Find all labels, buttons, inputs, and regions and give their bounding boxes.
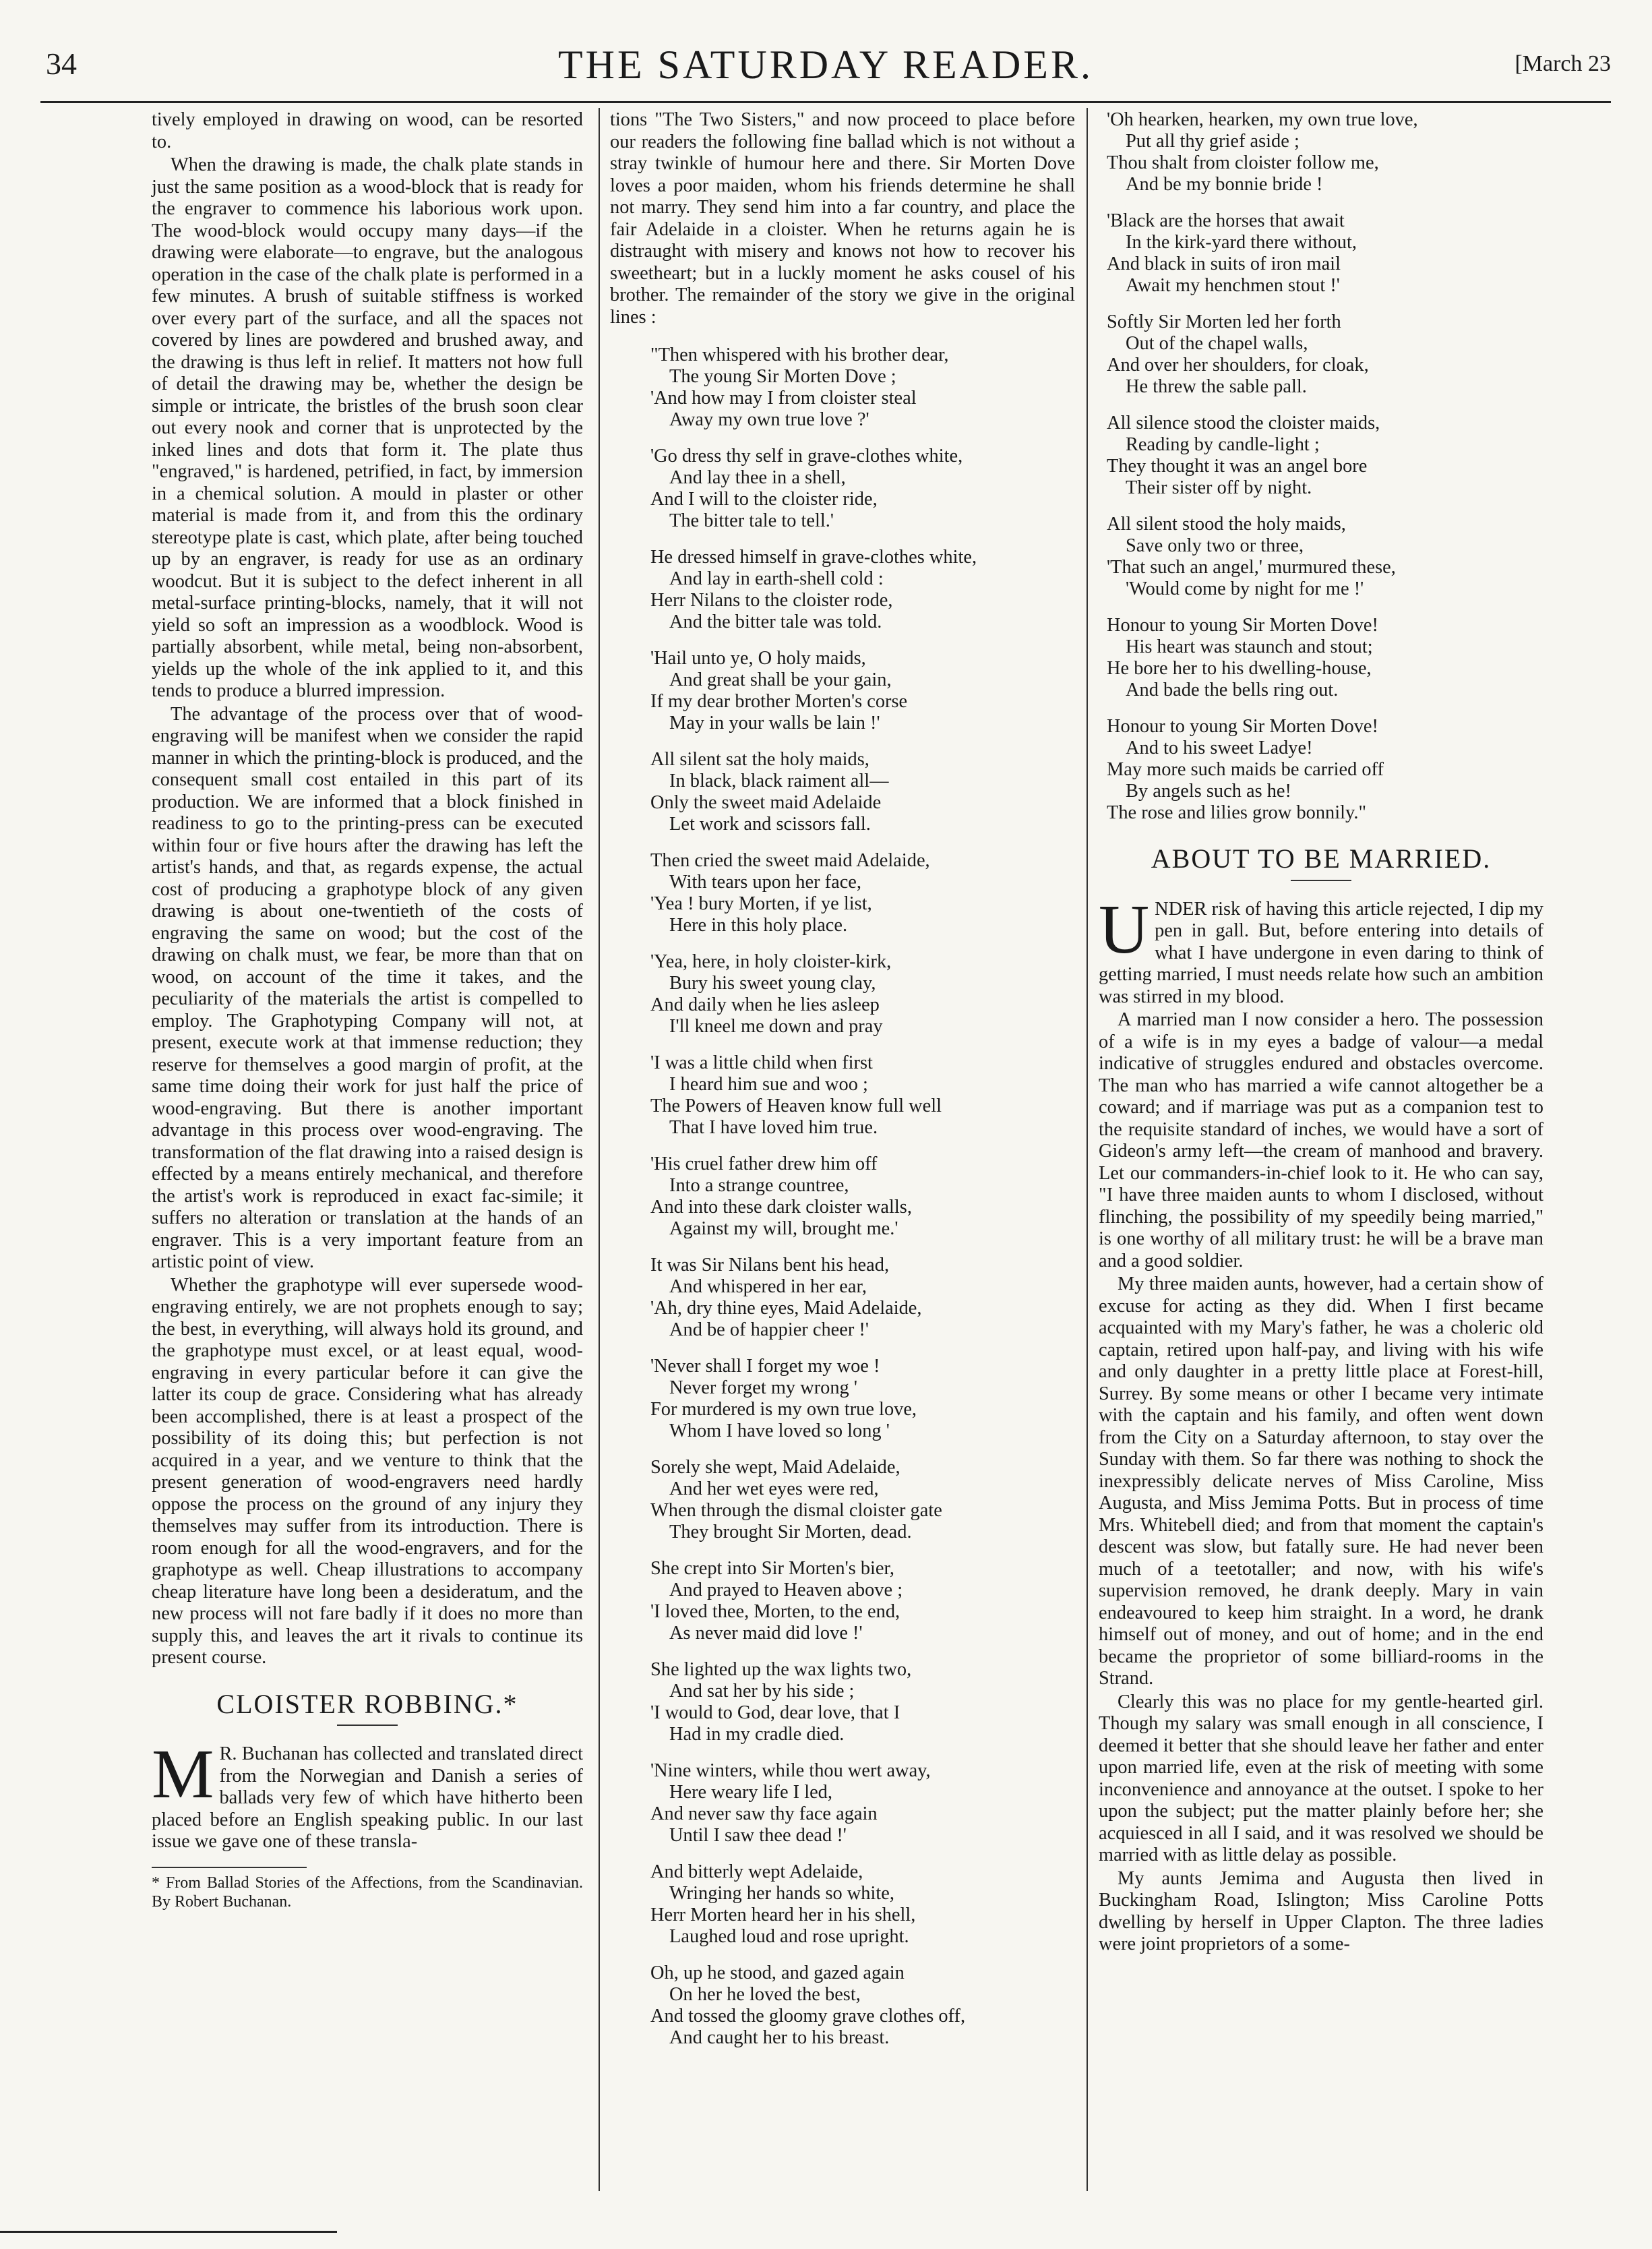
paragraph: Whether the graphotype will ever supersede wood-engraving entirely, we are not prophets enough to say; the best, in everything, will always hold its ground, and the graphotype must excel, or at least equal, wood-engraving in every particular before it can give the latter its coup de grace. Considering what has already been accomplished, there is at least a prospect of the possibility of its doing this; but perfection is not acquired in a year, and we venture to think that the present generation of wood-engravers need hardly oppose the process on the ground of any injury they themselves may suffer from its introduction. There is room enough for all the wood-engravers, and for the graphotype as well. Cheap illustrations to accompany cheap literature have long been a desideratum, and the new process will not fare badly if it does no more than supply this, and leaves the art it rivals to continue its present course.: [152, 1274, 583, 1668]
stanza: [650, 749, 1075, 835]
verse-line: 'Never shall I forget my woe !: [650, 1356, 880, 1377]
cloister-intro-text: R. Buchanan has collected and translated direct from the Norwegian and Danish a series of ballads very few of which have hitherto been placed before an English speaking public. In our last issue we gave one of these transla-: [152, 1743, 583, 1852]
page-number: 34: [46, 47, 77, 81]
verse-line: Save only two or three,: [1126, 535, 1304, 556]
stanza: [1107, 413, 1543, 499]
verse-line: I'll kneel me down and pray: [669, 1016, 883, 1037]
verse-line: Here weary life I led,: [669, 1782, 832, 1803]
verse-line: Away my own true love ?': [669, 409, 869, 430]
paragraph: My aunts Jemima and Augusta then lived in Buckingham Road, Islington; Miss Caroline Potts dwelling by herself in Upper Clapton. The three ladies were joint proprietors of a some-: [1099, 1867, 1543, 1954]
stanza: [650, 1153, 1075, 1240]
verse-line: And daily when he lies asleep: [650, 994, 880, 1015]
verse-line: For murdered is my own true love,: [650, 1399, 917, 1420]
masthead: THE SATURDAY READER.: [558, 42, 1093, 87]
verse-line: And bitterly wept Adelaide,: [650, 1861, 863, 1882]
verse-line: Then cried the sweet maid Adelaide,: [650, 850, 930, 871]
verse-line: She crept into Sir Morten's bier,: [650, 1558, 894, 1579]
verse-line: As never maid did love !': [669, 1623, 863, 1644]
stanza: [1107, 311, 1543, 398]
verse-line: And prayed to Heaven above ;: [669, 1580, 903, 1600]
stanza: [650, 951, 1075, 1038]
stanza: [650, 547, 1075, 633]
verse-line: And sat her by his side ;: [669, 1681, 855, 1702]
verse-line: Out of the chapel walls,: [1126, 333, 1308, 354]
verse-line: The rose and lilies grow bonnily.": [1107, 802, 1367, 823]
verse-line: Against my will, brought me.': [669, 1218, 898, 1239]
verse-line: 'I was a little child when first: [650, 1052, 873, 1073]
verse-line: Sorely she wept, Maid Adelaide,: [650, 1457, 900, 1478]
verse-line: Had in my cradle died.: [669, 1724, 845, 1745]
verse-line: 'Go dress thy self in grave-clothes white,: [650, 446, 963, 467]
verse-line: By angels such as he!: [1126, 781, 1291, 802]
verse-line: And tossed the gloomy grave clothes off,: [650, 2006, 966, 2027]
stanza: [650, 850, 1075, 936]
verse-line: All silent sat the holy maids,: [650, 749, 869, 770]
verse-line: All silence stood the cloister maids,: [1107, 413, 1380, 433]
verse-line: Honour to young Sir Morten Dove!: [1107, 716, 1378, 737]
section-title-cloister-robbing: CLOISTER ROBBING.*: [216, 1688, 518, 1719]
verse-line: Bury his sweet young clay,: [669, 973, 876, 994]
stanza: [650, 1356, 1075, 1442]
verse-line: Thou shalt from cloister follow me,: [1107, 152, 1379, 173]
verse-line: And great shall be your gain,: [669, 669, 892, 690]
verse-line: And be my bonnie bride !: [1126, 174, 1323, 195]
married-intro-text: NDER risk of having this article rejected, I dip my pen in gall. But, before entering into details of what I have undergone in even daring to think of getting married, I must needs relate how such an ambition was stirred in my blood.: [1099, 898, 1543, 1007]
verse-line: Await my henchmen stout !': [1126, 275, 1340, 296]
verse-line: May in your walls be lain !': [669, 713, 880, 733]
verse-line: And be of happier cheer !': [669, 1319, 869, 1340]
verse-line: And caught her to his breast.: [669, 2027, 890, 2048]
section-title-about-to-be-married: ABOUT TO BE MARRIED.: [1151, 843, 1492, 874]
verse-line: Put all thy grief aside ;: [1126, 131, 1299, 152]
verse-line: Here in this holy place.: [669, 915, 848, 936]
stanza: [650, 1457, 1075, 1543]
column-middle: [610, 109, 1075, 2064]
verse-line: And the bitter tale was told.: [669, 611, 882, 632]
verse-line: 'His cruel father drew him off: [650, 1153, 878, 1174]
verse-line: In the kirk-yard there without,: [1126, 232, 1357, 253]
verse-line: And lay thee in a shell,: [669, 467, 846, 488]
title-rule: [1291, 880, 1351, 881]
drop-cap: M: [152, 1735, 214, 1813]
verse-line: And I will to the cloister ride,: [650, 489, 878, 510]
verse-line: And never saw thy face again: [650, 1803, 878, 1824]
header-rule: [40, 101, 1611, 103]
verse-line: The bitter tale to tell.': [669, 510, 834, 531]
column-left: [152, 109, 583, 1913]
verse-line: All silent stood the holy maids,: [1107, 514, 1346, 535]
verse-line: Never forget my wrong ': [669, 1377, 857, 1398]
verse-line: Let work and scissors fall.: [669, 814, 871, 835]
verse-line: Into a strange countree,: [669, 1175, 849, 1196]
cloister-intro: [152, 1735, 583, 1853]
verse-line: Wringing her hands so white,: [669, 1883, 894, 1904]
verse-line: 'Oh hearken, hearken, my own true love,: [1107, 109, 1418, 130]
verse-line: Their sister off by night.: [1126, 477, 1312, 498]
verse-line: 'I loved thee, Morten, to the end,: [650, 1601, 900, 1622]
ballad-stanzas-continued: [1099, 109, 1543, 824]
verse-line: And lay in earth-shell cold :: [669, 568, 884, 589]
stanza: [1107, 109, 1543, 196]
paragraph: A married man I now consider a hero. The possession of a wife is in my eyes a badge of valour—a medal indicative of struggles endured and obstacles overcome. The man who has married a wife cannot altogether be a coward; and if marriage was put as a companion test to the requisite standard of inches, we would have a sort of Gideon's army left—the cream of manhood and bravery. Let our commanders-in-chief look to it. He who can say, "I have three maiden aunts to whom I disclosed, without flinching, the possibility of my speedily being married," is one worthy of all military trust: he will be a brave man and a good soldier.: [1099, 1009, 1543, 1271]
verse-line: And whispered in her ear,: [669, 1276, 867, 1297]
footnote-rule: [152, 1867, 307, 1868]
verse-line: May more such maids be carried off: [1107, 759, 1384, 780]
verse-line: 'Nine winters, while thou wert away,: [650, 1760, 931, 1781]
drop-cap: U: [1099, 890, 1150, 968]
verse-line: His heart was staunch and stout;: [1126, 636, 1373, 657]
verse-line: On her he loved the best,: [669, 1984, 861, 2005]
verse-line: 'That such an angel,' murmured these,: [1107, 557, 1396, 578]
verse-line: With tears upon her face,: [669, 872, 862, 893]
verse-line: He threw the sable pall.: [1126, 376, 1307, 397]
paragraph: My three maiden aunts, however, had a certain show of excuse for acting as they did. When I first became acquainted with my Mary's father, he was a choleric old captain, retired upon half-pay, and living with his wife and only daughter in a pretty little place at Forest-hill, Surrey. By some means or other I became very intimate with the captain and his family, and often went down from the City on a Saturday afternoon, to stay over the Sunday with them. So far there was nothing to shock the inexpressibly delicate nerves of Miss Caroline, Miss Augusta, and Miss Jemima Potts. But in process of time Mrs. Whitebell died; and from that moment the captain's descent was slow, but fatally sure. He had never been much of a teetotaller; and now, with his wife's supervision removed, he drank deeply. Mary in vain endeavoured to keep him straight. In a word, he drank himself out of money, and out of home; and in the end became the proprietor of some billiard-rooms in the Strand.: [1099, 1273, 1543, 1689]
page-header: [40, 39, 1611, 100]
married-intro: [1099, 890, 1543, 1009]
stanza: [1107, 716, 1543, 824]
stanza: [1107, 514, 1543, 600]
stanza: [650, 1255, 1075, 1341]
stanza: [650, 1760, 1075, 1847]
verse-line: She lighted up the wax lights two,: [650, 1659, 912, 1680]
verse-line: And over her shoulders, for cloak,: [1107, 355, 1369, 376]
verse-line: 'I would to God, dear love, that I: [650, 1702, 900, 1723]
verse-line: I heard him sue and woo ;: [669, 1074, 868, 1095]
verse-line: If my dear brother Morten's corse: [650, 691, 908, 712]
verse-line: Herr Nilans to the cloister rode,: [650, 590, 893, 611]
verse-line: Herr Morten heard her in his shell,: [650, 1905, 916, 1925]
verse-line: He bore her to his dwelling-house,: [1107, 658, 1372, 679]
stanza: [650, 446, 1075, 532]
verse-line: Reading by candle-light ;: [1126, 434, 1320, 455]
graphotype-article: [152, 109, 583, 1669]
column-divider: [599, 108, 600, 2191]
ballad-intro: tions "The Two Sisters," and now proceed to place before our readers the following fine ballad which is not without a stray twinkle of humour here and there. Sir Morten Dove loves a poor maiden, whom his friends determine he shall not marry. They send him into a far country, and place the fair Adelaide in a cloister. When he returns again he is distraught with misery and knows not how to recover his sweetheart; but in a luckly moment he asks cousel of his brother. The remainder of the story we give in the original lines :: [610, 109, 1075, 328]
verse-line: 'Hail unto ye, O holy maids,: [650, 648, 866, 669]
verse-line: "Then whispered with his brother dear,: [650, 344, 949, 365]
verse-line: In black, black raiment all—: [669, 771, 889, 791]
verse-line: And to his sweet Ladye!: [1126, 738, 1313, 758]
stanza: [650, 1558, 1075, 1644]
verse-line: 'Yea ! bury Morten, if ye list,: [650, 893, 872, 914]
verse-line: 'Yea, here, in holy cloister-kirk,: [650, 951, 892, 972]
ballad-stanzas: [610, 344, 1075, 2049]
paragraph: Clearly this was no place for my gentle-hearted girl. Though my salary was small enough in all conscience, I deemed it better that she should leave her father and enter upon married life, even at the risk of meeting with some inconvenience and annoyance at the outset. I spoke to her upon the subject; put the matter plainly before her; she acquiesced in all I said, and it was resolved we should be married with as little delay as possible.: [1099, 1691, 1543, 1865]
title-rule: [337, 1725, 398, 1726]
verse-line: Honour to young Sir Morten Dove!: [1107, 615, 1378, 636]
verse-line: 'Ah, dry thine eyes, Maid Adelaide,: [650, 1298, 922, 1319]
stanza: [1107, 210, 1543, 297]
verse-line: When through the dismal cloister gate: [650, 1500, 942, 1521]
verse-line: They brought Sir Morten, dead.: [669, 1522, 912, 1542]
verse-line: The young Sir Morten Dove ;: [669, 366, 896, 387]
verse-line: The Powers of Heaven know full well: [650, 1096, 942, 1116]
verse-line: That I have loved him true.: [669, 1117, 878, 1138]
verse-line: And bade the bells ring out.: [1126, 680, 1339, 700]
stanza: [650, 648, 1075, 734]
verse-line: Softly Sir Morten led her forth: [1107, 311, 1341, 332]
verse-line: 'And how may I from cloister steal: [650, 388, 917, 409]
verse-line: Whom I have loved so long ': [669, 1420, 890, 1441]
column-divider: [1087, 108, 1088, 2191]
verse-line: And her wet eyes were red,: [669, 1478, 879, 1499]
verse-line: It was Sir Nilans bent his head,: [650, 1255, 890, 1276]
stanza: [650, 1861, 1075, 1948]
stanza: [1107, 615, 1543, 701]
verse-line: Until I saw thee dead !': [669, 1825, 847, 1846]
column-right: [1099, 109, 1543, 1957]
verse-line: Laughed loud and rose upright.: [669, 1926, 909, 1947]
verse-line: And black in suits of iron mail: [1107, 253, 1341, 274]
stanza: [650, 1052, 1075, 1139]
verse-line: 'Would come by night for me !': [1126, 578, 1364, 599]
paragraph: The advantage of the process over that of wood-engraving will be manifest when we consider the rapid manner in which the printing-block is produced, and the consequent small cost entailed in this part of its production. We are informed that a block finished in readiness to go to the printing-press can be executed within four or five hours after the drawing has left the artist's hands, and that, as regards expense, the actual cost of producing a graphotype block of any given drawing is about one-twentieth of the costs of engraving the same on wood; but the cost of the drawing on chalk must, we fear, be more than that on wood, on account of the time it takes, and the peculiarity of the materials the artist is compelled to employ. The Graphotyping Company will not, at present, execute work at that immense reduction; they reserve for themselves a good margin of profit, at the same time doing their work for just half the price of wood-engraving. But there is another important advantage in this process over wood-engraving. The transformation of the flat drawing into a raised design is effected by a means entirely mechanical, and therefore the artist's work is reproduced in exact fac-simile; it suffers no alteration or translation at the hands of an engraver. This is a very important feature from an artistic point of view.: [152, 703, 583, 1272]
verse-line: And into these dark cloister walls,: [650, 1197, 912, 1218]
verse-line: He dressed himself in grave-clothes white,: [650, 547, 977, 568]
paragraph: tively employed in drawing on wood, can be resorted to.: [152, 109, 583, 152]
verse-line: Only the sweet maid Adelaide: [650, 792, 882, 813]
footnote: * From Ballad Stories of the Affections, from the Scandinavian. By Robert Buchanan.: [152, 1873, 583, 1911]
verse-line: 'Black are the horses that await: [1107, 210, 1345, 231]
paragraph: When the drawing is made, the chalk plate stands in just the same position as a wood-block that is ready for the engraver to commence his laborious work upon. The wood-block would occupy many days—if the drawing were elaborate—to engrave, but the analogous operation in the case of the chalk plate is performed in a few minutes. A brush of suitable stiffness is worked over every part of the surface, and all the spaces not covered by lines are powdered and brushed away, and the drawing is thus left in relief. It matters not how full of detail the drawing may be, whether the design be simple or intricate, the bristles of the brush soon clear out every nook and corner that is unprotected by the inked lines and dots that form it. The plate thus "engraved," is hardened, petrified, in fact, by immersion in a chemical solution. A mould in plaster or other material is made from it, and from this the ordinary stereotype plate is cast, which plate, after being touched up by an engraver, is ready for use as an ordinary woodcut. But it is subject to the defect inherent in all metal-surface printing-blocks, namely, that it will not yield so soft an impression as a woodblock. Wood is partially absorbent, while metal, being non-absorbent, yields up the whole of the ink applied to it, and this tends to produce a blurred impression.: [152, 154, 583, 701]
verse-line: Oh, up he stood, and gazed again: [650, 1962, 905, 1983]
page-footer-rule: [0, 2231, 337, 2233]
verse-line: They thought it was an angel bore: [1107, 456, 1368, 477]
issue-date: [March 23: [1515, 51, 1611, 76]
stanza: [650, 1659, 1075, 1745]
stanza: [650, 344, 1075, 431]
stanza: [650, 1962, 1075, 2049]
